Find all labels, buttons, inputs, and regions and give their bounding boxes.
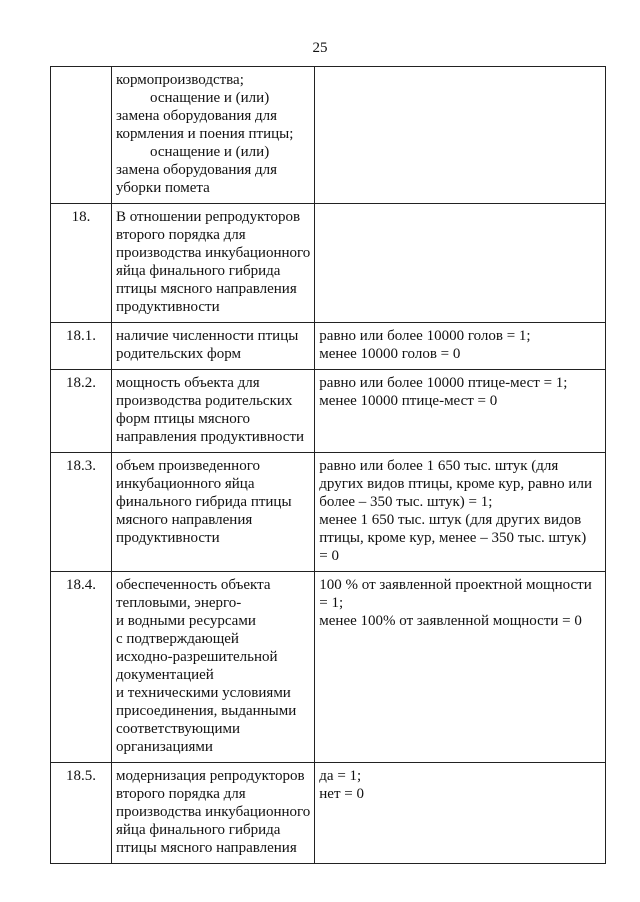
table-row [51, 370, 606, 453]
value-line: менее 1 650 тыс. штук (для других видов [319, 512, 582, 528]
table-row [51, 204, 606, 323]
value-cell [315, 572, 606, 763]
criterion-line: обеспеченность объекта [116, 577, 271, 593]
criterion-cell [112, 67, 315, 204]
criterion-line: замена оборудования для [116, 162, 278, 178]
criterion-line: птицы мясного направления [116, 281, 297, 297]
value-line: птицы, кроме кур, менее – 350 тыс. штук) [319, 530, 587, 546]
value-line: менее 10000 голов = 0 [319, 346, 461, 362]
criterion-line: кормопроизводства; [116, 72, 244, 88]
criterion-line: с подтверждающей [116, 631, 239, 647]
criterion-line: форм птицы мясного [116, 411, 251, 427]
criterion-line: организациями [116, 739, 213, 755]
criterion-line: птицы мясного направления [116, 840, 297, 856]
criterion-line: исходно-разрешительной [116, 649, 278, 665]
value-line: 100 % от заявленной проектной мощности [319, 577, 592, 593]
criterion-line: направления продуктивности [116, 429, 305, 445]
value-line: да = 1; [319, 768, 362, 784]
row-number: 18.3. [51, 453, 112, 572]
criterion-cell [112, 763, 315, 864]
row-number: 18.2. [51, 370, 112, 453]
criterion-line: и водными ресурсами [116, 613, 256, 629]
criterion-line: инкубационного яйца [116, 476, 255, 492]
row-number: 18.1. [51, 323, 112, 370]
criterion-cell [112, 453, 315, 572]
criterion-line: продуктивности [116, 530, 220, 546]
criterion-cell [112, 370, 315, 453]
criterion-line: производства инкубационного [116, 804, 311, 820]
criterion-line: производства инкубационного [116, 245, 311, 261]
value-line: равно или более 1 650 тыс. штук (для [319, 458, 559, 474]
criterion-line: и техническими условиями [116, 685, 291, 701]
criterion-line: соответствующими [116, 721, 240, 737]
criterion-line: второго порядка для [116, 227, 246, 243]
criterion-line: финального гибрида птицы [116, 494, 292, 510]
value-cell [315, 763, 606, 864]
criterion-line: мясного направления [116, 512, 253, 528]
value-line: менее 10000 птице-мест = 0 [319, 393, 498, 409]
value-cell [315, 453, 606, 572]
criterion-line: продуктивности [116, 299, 220, 315]
criterion-line: объем произведенного [116, 458, 260, 474]
criterion-cell [112, 204, 315, 323]
value-cell [315, 67, 606, 204]
row-number: 18.5. [51, 763, 112, 864]
criterion-line: модернизация репродукторов [116, 768, 305, 784]
value-line: равно или более 10000 птице-мест = 1; [319, 375, 568, 391]
value-line: нет = 0 [319, 786, 364, 802]
table-row [51, 763, 606, 864]
criterion-line: мощность объекта для [116, 375, 260, 391]
table-row [51, 572, 606, 763]
criterion-line: кормления и поения птицы; [116, 126, 294, 142]
value-line: = 0 [319, 548, 339, 564]
table-row [51, 323, 606, 370]
criterion-cell [112, 323, 315, 370]
criteria-table [50, 66, 606, 864]
value-line: равно или более 10000 голов = 1; [319, 328, 531, 344]
row-number: 18. [51, 204, 112, 323]
criterion-line: производства родительских [116, 393, 293, 409]
criterion-line: уборки помета [116, 180, 210, 196]
value-cell [315, 370, 606, 453]
criterion-line: замена оборудования для [116, 108, 278, 124]
criterion-line: родительских форм [116, 346, 241, 362]
criterion-line: документацией [116, 667, 214, 683]
criterion-cell [112, 572, 315, 763]
row-number [51, 67, 112, 204]
value-line: более – 350 тыс. штук) = 1; [319, 494, 493, 510]
value-line: других видов птицы, кроме кур, равно или [319, 476, 592, 492]
criterion-line: яйца финального гибрида [116, 263, 281, 279]
criterion-line: тепловыми, энерго- [116, 595, 242, 611]
criterion-line: яйца финального гибрида [116, 822, 281, 838]
table-row [51, 453, 606, 572]
value-cell [315, 323, 606, 370]
value-cell [315, 204, 606, 323]
table-row [51, 67, 606, 204]
criterion-line: В отношении репродукторов [116, 209, 301, 225]
page-number: 25 [312, 40, 328, 56]
criterion-line: оснащение и (или) [150, 90, 270, 106]
criterion-line: второго порядка для [116, 786, 246, 802]
criterion-line: оснащение и (или) [150, 144, 270, 160]
criterion-line: присоединения, выданными [116, 703, 297, 719]
value-line: менее 100% от заявленной мощности = 0 [319, 613, 582, 629]
row-number: 18.4. [51, 572, 112, 763]
value-line: = 1; [319, 595, 344, 611]
criterion-line: наличие численности птицы [116, 328, 299, 344]
